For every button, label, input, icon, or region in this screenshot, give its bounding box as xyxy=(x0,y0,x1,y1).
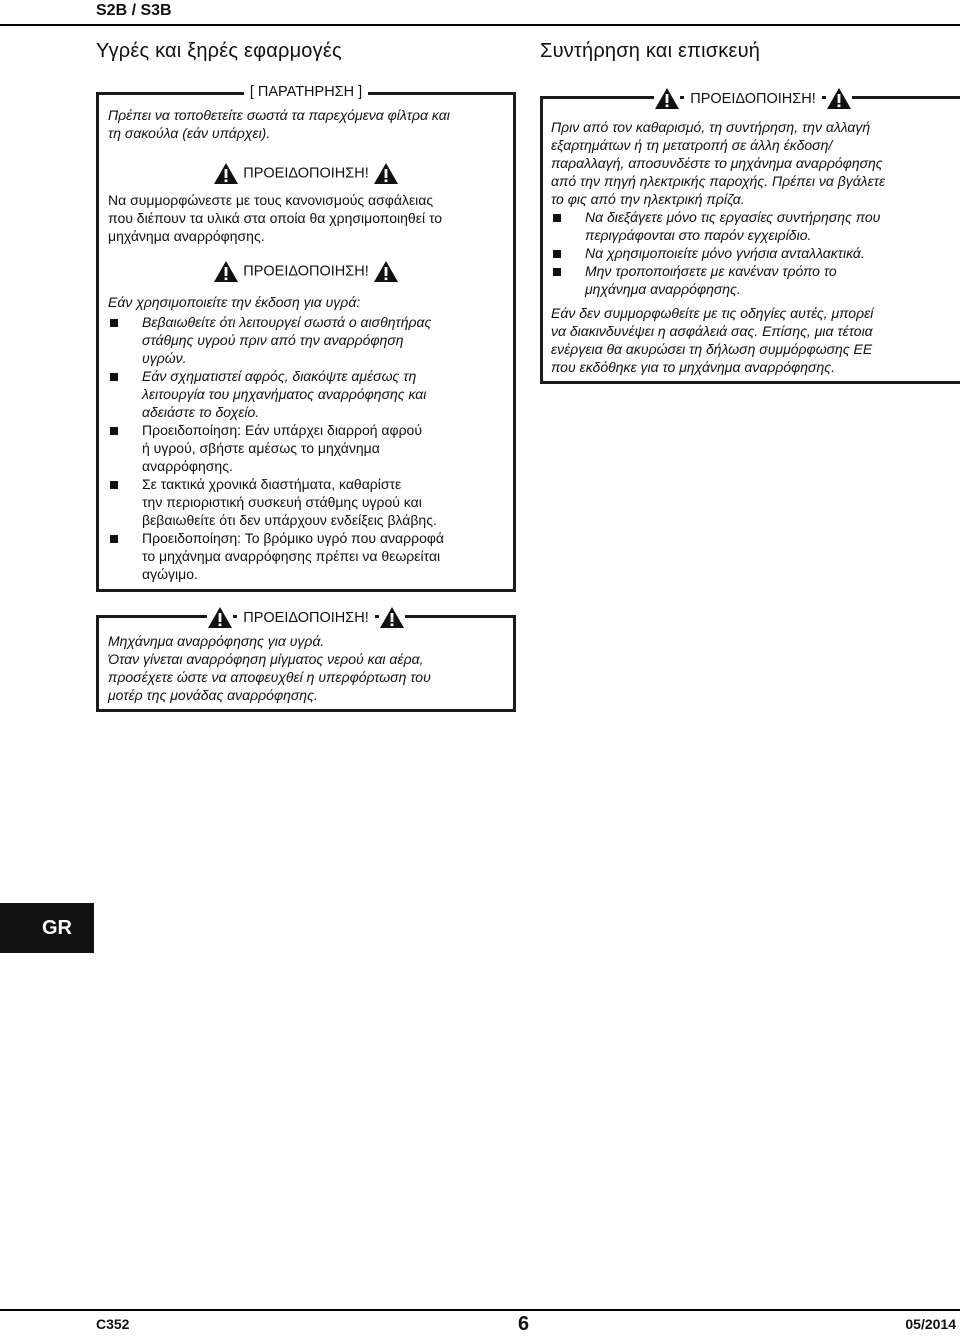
warning-triangle-icon xyxy=(207,606,233,629)
page-number: 6 xyxy=(518,1313,530,1335)
wet-warning-text: Μηχάνημα αναρρόφησης για υγρά. Όταν γίνεται αναρρόφηση μίγματος νερού και αέρα, προσέχετε ώστε να αποφευχθεί η υπερφόρτωση του μοτέρ της μονάδας αναρρόφησης. xyxy=(108,633,431,703)
bullet-square-icon xyxy=(553,214,561,222)
left-section-title: Υγρές και ξηρές εφαρμογές xyxy=(96,40,342,62)
note-heading xyxy=(99,83,513,101)
warning2-intro: Εάν χρησιμοποιείτε την έκδοση για υγρά: xyxy=(108,294,361,310)
warning-triangle-icon xyxy=(373,260,399,283)
list-item: Προειδοποίηση: Το βρόμικο υγρό που αναρροφά το μηχάνημα αναρρόφησης πρέπει να θεωρείται αγώγιμο. xyxy=(108,529,508,583)
bullet-square-icon xyxy=(110,427,118,435)
bullet-square-icon xyxy=(110,481,118,489)
warning1-label: ΠΡΟΕΙΔΟΠΟΙΗΣΗ! xyxy=(243,165,369,182)
maintenance-bullet-list xyxy=(551,208,955,298)
right-section-title: Συντήρηση και επισκευή xyxy=(540,40,761,62)
note-text-block xyxy=(108,106,508,142)
bullet-square-icon xyxy=(553,268,561,276)
bullet-square-icon xyxy=(110,319,118,327)
list-item: Μην τροποποιήσετε με κανέναν τρόπο το μηχάνημα αναρρόφησης. xyxy=(551,262,955,298)
list-item: Σε τακτικά χρονικά διαστήματα, καθαρίστε την περιοριστική συσκευή στάθμης υγρού και βεβαιωθείτε ότι δεν υπάρχουν ενδείξεις βλάβης. xyxy=(108,475,508,529)
wet-warning-heading xyxy=(99,606,513,629)
warning-triangle-icon xyxy=(379,606,405,629)
note-heading-label: [ ΠΑΡΑΤΗΡΗΣΗ ] xyxy=(244,83,368,101)
wet-warning-label: ΠΡΟΕΙΔΟΠΟΙΗΣΗ! xyxy=(237,609,375,627)
warning1-text: Να συμμορφώνεστε με τους κανονισμούς ασφάλειας που διέπουν τα υλικά στα οποία θα χρησιμοποιηθεί το μηχάνημα αναρρόφησης. xyxy=(108,192,443,244)
warning-triangle-icon xyxy=(654,87,680,110)
bullet-square-icon xyxy=(553,250,561,258)
header-bar xyxy=(0,0,960,26)
note-text: Πρέπει να τοποθετείτε σωστά τα παρεχόμενα φίλτρα και τη σακούλα (εάν υπάρχει). xyxy=(108,107,450,141)
warning2-text-block xyxy=(108,293,508,583)
warning2-bullet-list xyxy=(108,313,508,583)
bullet-square-icon xyxy=(110,373,118,381)
bullet-square-icon xyxy=(110,535,118,543)
warning-triangle-icon xyxy=(826,87,852,110)
list-item: Να διεξάγετε μόνο τις εργασίες συντήρησης που περιγράφονται στο παρόν εγχειρίδιο. xyxy=(551,208,955,244)
warning2-label: ΠΡΟΕΙΔΟΠΟΙΗΣΗ! xyxy=(243,263,369,280)
warning1-heading xyxy=(96,162,516,185)
list-item: Να χρησιμοποιείτε μόνο γνήσια ανταλλακτικά. xyxy=(551,244,955,262)
footer-doc-code: C352 xyxy=(96,1316,130,1332)
warning1-text-block xyxy=(108,191,508,245)
maintenance-warning-label: ΠΡΟΕΙΔΟΠΟΙΗΣΗ! xyxy=(684,90,822,108)
warning2-heading xyxy=(96,260,516,283)
warning-triangle-icon xyxy=(373,162,399,185)
maintenance-outro: Εάν δεν συμμορφωθείτε με τις οδηγίες αυτές, μπορεί να διακινδυνέψει η ασφάλειά σας. Επίσης, μια τέτοια ενέργεια θα ακυρώσει τη δήλωση συμμόρφωσης ΕΕ που εκδόθηκε για το μηχάνημα αναρρόφησης. xyxy=(551,305,874,375)
footer-date: 05/2014 xyxy=(905,1316,956,1332)
list-item: Βεβαιωθείτε ότι λειτουργεί σωστά ο αισθητήρας στάθμης υγρού πριν από την αναρρόφηση υγρών. xyxy=(108,313,508,367)
language-tab: GR xyxy=(0,903,94,953)
maintenance-intro: Πριν από τον καθαρισμό, τη συντήρηση, την αλλαγή εξαρτημάτων ή τη μετατροπή σε άλλη έκδοση/ παραλλαγή, αποσυνδέστε το μηχάνημα αναρρόφησης από την πηγή ηλεκτρικής παροχής. Πρέπει να βγάλετε το φις από την ηλεκτρική πρίζα. xyxy=(551,119,886,207)
maintenance-warning-heading xyxy=(543,87,960,110)
warning-triangle-icon xyxy=(213,162,239,185)
maintenance-text-block xyxy=(551,118,955,376)
list-item: Εάν σχηματιστεί αφρός, διακόψτε αμέσως τη λειτουργία του μηχανήματος αναρρόφησης και αδειάστε το δοχείο. xyxy=(108,367,508,421)
footer-divider xyxy=(0,1309,960,1311)
wet-warning-text-block xyxy=(108,632,508,704)
model-label: S2B / S3B xyxy=(96,2,172,19)
warning-triangle-icon xyxy=(213,260,239,283)
list-item: Προειδοποίηση: Εάν υπάρχει διαρροή αφρού ή υγρού, σβήστε αμέσως το μηχάνημα αναρρόφησης. xyxy=(108,421,508,475)
